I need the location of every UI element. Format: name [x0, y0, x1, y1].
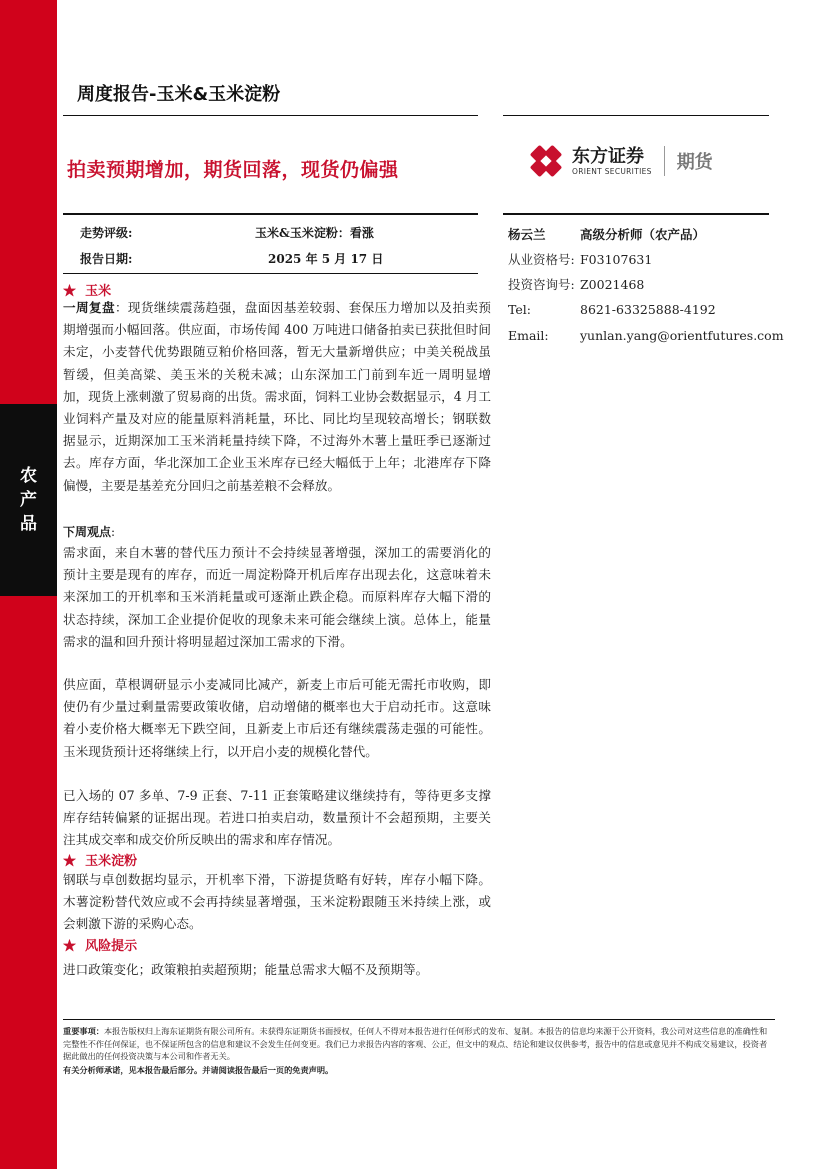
outlook-supply [63, 674, 491, 763]
outlook-colon: : [111, 525, 116, 539]
star-icon: ★ [63, 284, 77, 299]
outlook-demand [63, 542, 491, 653]
star-icon: ★ [63, 939, 77, 954]
notice-text: 本报告版权归上海东证期货有限公司所有。未获得东证期货书面授权，任何人不得对本报告进行任何形式的发布、复制。本报告的信息均来源于公开资料，我公司对这些信息的准确性和完整性不作任何保证，也不保证所包含的信息和建议不会发生任何变更。我们已力求报告内容的客观、公正，但文中的观点、结论和建议仅供参考，报告中的信息或意见并不构成交易建议，投资者据此做出的任何投资决策与本公司和作者无关。 [63, 1026, 768, 1061]
orient-logo-icon [528, 143, 564, 179]
weekly-label: 一周复盘 [63, 300, 115, 315]
analyst-title: 高级分析师（农产品） [580, 227, 706, 242]
date-value: 2025 年 5 月 17 日 [268, 252, 384, 266]
logo-division: 期货 [676, 152, 713, 173]
outlook-heading [63, 521, 491, 543]
trend-label: 走势评级: [80, 226, 133, 240]
weekly-text: ：现货继续震荡趋强，盘面因基差较弱、套保压力增加以及拍卖预期增强而小幅回落。供应面，市场传闻 400 万吨进口储备拍卖已获批但时间未定，小麦替代优势跟随豆粕价格回落，暂无大量新增供应；中美关税战虽暂缓，但美高粱、美玉米的关税未减；山东深加工门前到车近一周明显增加，现货上涨刺激了贸易商的出货。需求面，饲料工业协会数据显示，4 月工业饲料产量及对应的能量原料消耗量，环比、同比均呈现较高增长；钢联数据显示，近期深加工玉米消耗量持续下降，不过海外木薯上量旺季已逐渐过去。库存方面，华北深加工企业玉米库存已经大幅低于上年；北港库存下降偏慢，主要是基差充分回归之前基差粮不会释放。 [63, 300, 492, 493]
footer-notice [63, 1025, 775, 1063]
logo-divider [664, 146, 665, 176]
header-rule-right [503, 115, 769, 116]
notice-label: 重要事项： [63, 1026, 104, 1036]
weekly-review [63, 297, 491, 497]
category-label: 农产品 [20, 466, 37, 534]
headline: 拍卖预期增加，期货回落，现货仍偏强 [67, 159, 399, 181]
footer-rule [63, 1019, 775, 1020]
contact-row [508, 252, 575, 268]
trend-value: 玉米&玉米淀粉：看涨 [255, 226, 374, 240]
outlook-paragraph: 已入场的 07 多单、7-9 正套、7-11 正套策略建议继续持有，等待更多支撑库存结转偏紧的证据出现。若进口拍卖启动，数量预计不会超预期，主要关注其成交率和成交价所反映出的需求和库存情况。 [63, 788, 491, 848]
contact-label: Tel: [508, 302, 531, 317]
outlook-strategy [63, 785, 491, 852]
meta-bottom-rule [63, 273, 478, 274]
contact-value: F03107631 [580, 252, 653, 267]
header-rule-left [63, 115, 478, 116]
section-title: 玉米淀粉 [85, 854, 138, 869]
risk-paragraph: 进口政策变化；政策粮拍卖超预期；能量总需求大幅不及预期等。 [63, 962, 429, 977]
contact-value: Z0021468 [580, 277, 645, 292]
star-icon: ★ [63, 854, 77, 869]
report-type-title: 周度报告-玉米&玉米淀粉 [77, 84, 281, 105]
section-title: 玉米 [85, 284, 112, 299]
category-tab [0, 404, 57, 596]
logo-name-cn: 东方证券 [572, 145, 644, 167]
outlook-paragraph: 供应面，草根调研显示小麦减同比减产，新麦上市后可能无需托市收购，即使仍有少量过剩量需要政策收储，启动增储的概率也大于启动托市。这意味着小麦价格大概率无下跌空间，且新麦上市后还有继续震荡走强的可能性。玉米现货预计还将继续上行，以开启小麦的规模化替代。 [63, 677, 491, 759]
analyst-top-rule [503, 213, 769, 215]
starch-paragraph: 钢联与卓创数据均显示，开机率下滑，下游提货略有好转，库存小幅下降。木薯淀粉替代效应或不会再持续显著增强，玉米淀粉跟随玉米持续上涨，或会刺激下游的采购心态。 [63, 872, 491, 932]
footer-disclaimer: 有关分析师承诺，见本报告最后部分。并请阅读报告最后一页的免责声明。 [63, 1065, 334, 1075]
contact-label: 从业资格号: [508, 252, 575, 267]
contact-value: 8621-63325888-4192 [580, 302, 716, 317]
section-heading-risk [63, 935, 137, 954]
company-logo [528, 141, 768, 181]
section-title: 风险提示 [85, 939, 138, 954]
meta-top-rule [63, 213, 478, 215]
contact-label: Email: [508, 328, 549, 343]
date-label: 报告日期: [80, 252, 133, 266]
outlook-label: 下周观点 [63, 525, 112, 539]
logo-name-en: ORIENT SECURITIES [572, 166, 652, 176]
outlook-paragraph: 需求面，来自木薯的替代压力预计不会持续显著增强，深加工的需要消化的预计主要是现有的库存，而近一周淀粉降开机后库存出现去化，这意味着未来深加工的开机率和玉米消耗量或可逐渐止跌企稳。而原料库存大幅下滑的状态持续，深加工企业提价促收的现象未来可能会继续上演。总体上，能量需求的温和回升预计将明显超过深加工需求的下滑。 [63, 545, 491, 649]
section-heading-starch [63, 850, 137, 869]
starch-text [63, 869, 491, 936]
analyst-name: 杨云兰 [508, 227, 546, 242]
risk-text [63, 959, 491, 981]
email-link[interactable]: yunlan.yang@orientfutures.com [580, 328, 784, 343]
contact-label: 投资咨询号: [508, 277, 575, 292]
